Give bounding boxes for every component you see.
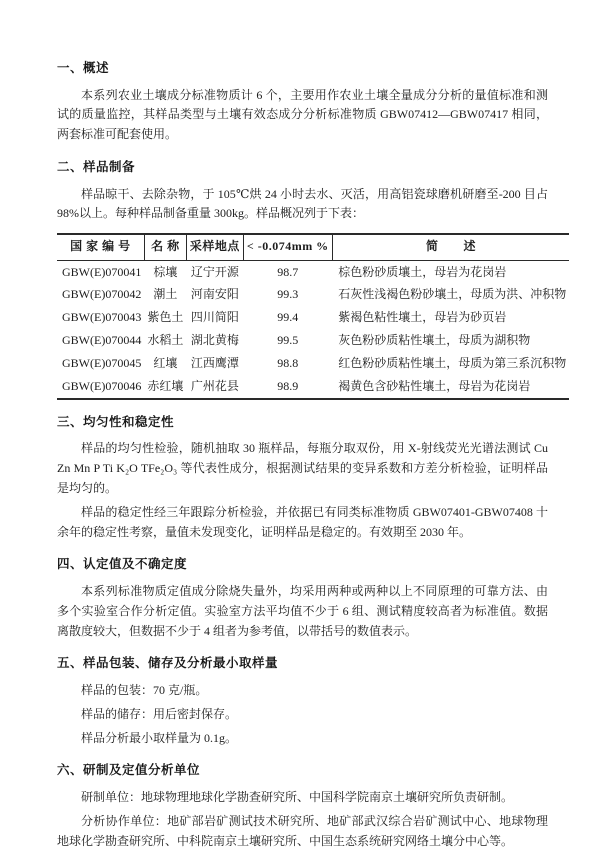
table-header-row	[57, 234, 569, 260]
table-cell: 紫褐色粘性壤土，母岩为砂页岩	[338, 310, 507, 325]
table-cell: 红壤	[153, 355, 178, 370]
section-sample-preparation	[57, 157, 567, 400]
table-cell: 广州花县	[190, 378, 239, 393]
table-cell: 紫色土	[147, 310, 184, 325]
table-cell: 红色粉砂质粘性壤土，母质为第三系沉积物	[338, 355, 567, 370]
section-packaging-storage	[57, 653, 548, 748]
table-cell: 98.8	[277, 355, 299, 370]
paragraph: 样品的稳定性经三年跟踪分析检验，并依据已有同类标准物质 GBW07401-GBW07408 十余年的稳定性考察，量值未发现变化，证明样品是稳定的。有效期至 2030 年。	[57, 504, 548, 539]
table-cell: 灰色粉砂质粘性壤土，母质为湖积物	[338, 332, 531, 347]
table-cell: 棕壤	[153, 264, 178, 279]
samples-table	[57, 233, 569, 400]
section-body	[57, 582, 548, 641]
table-cell: 98.7	[277, 264, 299, 279]
table-cell: 潮土	[153, 287, 178, 302]
paragraph: 样品晾干、去除杂物，于 105℃烘 24 小时去水、灭活，用高铝瓷球磨机研磨至-200 目占 98%以上。每种样品制备重量 300kg。样品概况列于下表：	[57, 186, 548, 221]
paragraph: 样品的储存：用后密封保存。	[81, 706, 238, 721]
table-row	[57, 307, 569, 330]
paragraph: 本系列标准物质定值成分除烧失量外，均采用两种或两种以上不同原理的可靠方法、由多个实验室合作分析定值。实验室方法平均值不少于 6 组、测试精度较高者为标准值。数据离散度较大，但数据不少于 4 组者为参考值，以带括号的数值表示。	[57, 584, 548, 638]
table-cell: 河南安阳	[190, 287, 239, 302]
table-cell: 99.5	[277, 332, 299, 347]
table-cell: GBW(E)070044	[62, 332, 142, 347]
table-header-cell: 简 述	[332, 234, 569, 260]
table-cell: 江西鹰潭	[190, 355, 239, 370]
table-cell: GBW(E)070042	[62, 287, 142, 302]
section-homogeneity-stability	[57, 412, 548, 543]
paragraph: 样品分析最小取样量为 0.1g。	[81, 730, 238, 745]
table-cell: GBW(E)070041	[62, 264, 142, 279]
table-row	[57, 284, 569, 307]
section-certified-values	[57, 554, 548, 641]
section-heading: 一、概述	[57, 61, 110, 75]
table-row	[57, 352, 569, 375]
table-cell: GBW(E)070043	[62, 310, 142, 325]
section-body	[57, 439, 548, 542]
section-body	[57, 185, 548, 225]
section-heading: 三、均匀性和稳定性	[57, 414, 175, 429]
section-developing-institutes	[57, 760, 548, 851]
table-header-cell: 名 称	[144, 234, 186, 260]
table-cell: 赤红壤	[147, 378, 184, 393]
table-head	[57, 234, 569, 260]
paragraph: 样品的均匀性检验，随机抽取 30 瓶样品，每瓶分取双份，用 X-射线荧光光谱法测试 Cu Zn Mn P Ti K₂O TFe₂O₃ 等代表性成分，根据测试结果的变异系数和方差分析检验，证明样品是均匀的。	[57, 441, 548, 496]
table-header-cell: < -0.074mm %	[243, 234, 332, 260]
table-cell: GBW(E)070046	[62, 378, 142, 393]
paragraph: 研制单位：地球物理地球化学勘查研究所、中国科学院南京土壤研究所负责研制。	[81, 790, 514, 805]
table-cell: 98.9	[277, 378, 299, 393]
table-cell: 石灰性浅褐色粉砂壤土，母质为洪、冲积物	[338, 287, 567, 302]
section-heading: 二、样品制备	[57, 160, 136, 175]
table-row	[57, 261, 569, 284]
table-cell: 湖北黄梅	[190, 332, 239, 347]
table-cell: 99.3	[277, 287, 299, 302]
section-overview	[57, 58, 548, 145]
section-heading: 四、认定值及不确定度	[57, 557, 188, 572]
paragraph: 本系列农业土壤成分标准物质计 6 个，主要用作农业土壤全量成分分析的量值标准和测试的质量监控，其样品类型与土壤有效态成分分析标准物质 GBW07412—GBW07417 相同，两套标准可配套使用。	[57, 87, 548, 142]
table-cell: 四川简阳	[190, 310, 239, 325]
table-cell: 棕色粉砂质壤土，母岩为花岗岩	[338, 264, 507, 279]
table-cell: 辽宁开源	[190, 264, 239, 279]
section-body	[57, 681, 548, 748]
section-heading: 五、样品包装、储存及分析最小取样量	[57, 656, 279, 671]
table-body	[57, 261, 569, 399]
table-row	[57, 329, 569, 352]
table-header-cell: 采样地点	[186, 234, 243, 260]
paragraph: 分析协作单位：地矿部岩矿测试技术研究所、地矿部武汉综合岩矿测试中心、地球物理地球化学勘查研究所、中科院南京土壤研究所、中国生态系统研究网络土壤分中心等。	[57, 813, 548, 848]
table-cell: 99.4	[277, 310, 299, 325]
table-header-cell: 国 家 编 号	[57, 234, 144, 260]
table-cell: 褐黄色含砂粘性壤土，母岩为花岗岩	[338, 378, 531, 393]
paragraph: 样品的包装：70 克/瓶。	[81, 683, 208, 698]
section-heading: 六、研制及定值分析单位	[57, 763, 201, 778]
table-cell: GBW(E)070045	[62, 355, 142, 370]
table-row	[57, 375, 569, 399]
table-cell: 水稻土	[147, 332, 184, 347]
section-body	[57, 86, 548, 145]
section-body	[57, 788, 548, 851]
